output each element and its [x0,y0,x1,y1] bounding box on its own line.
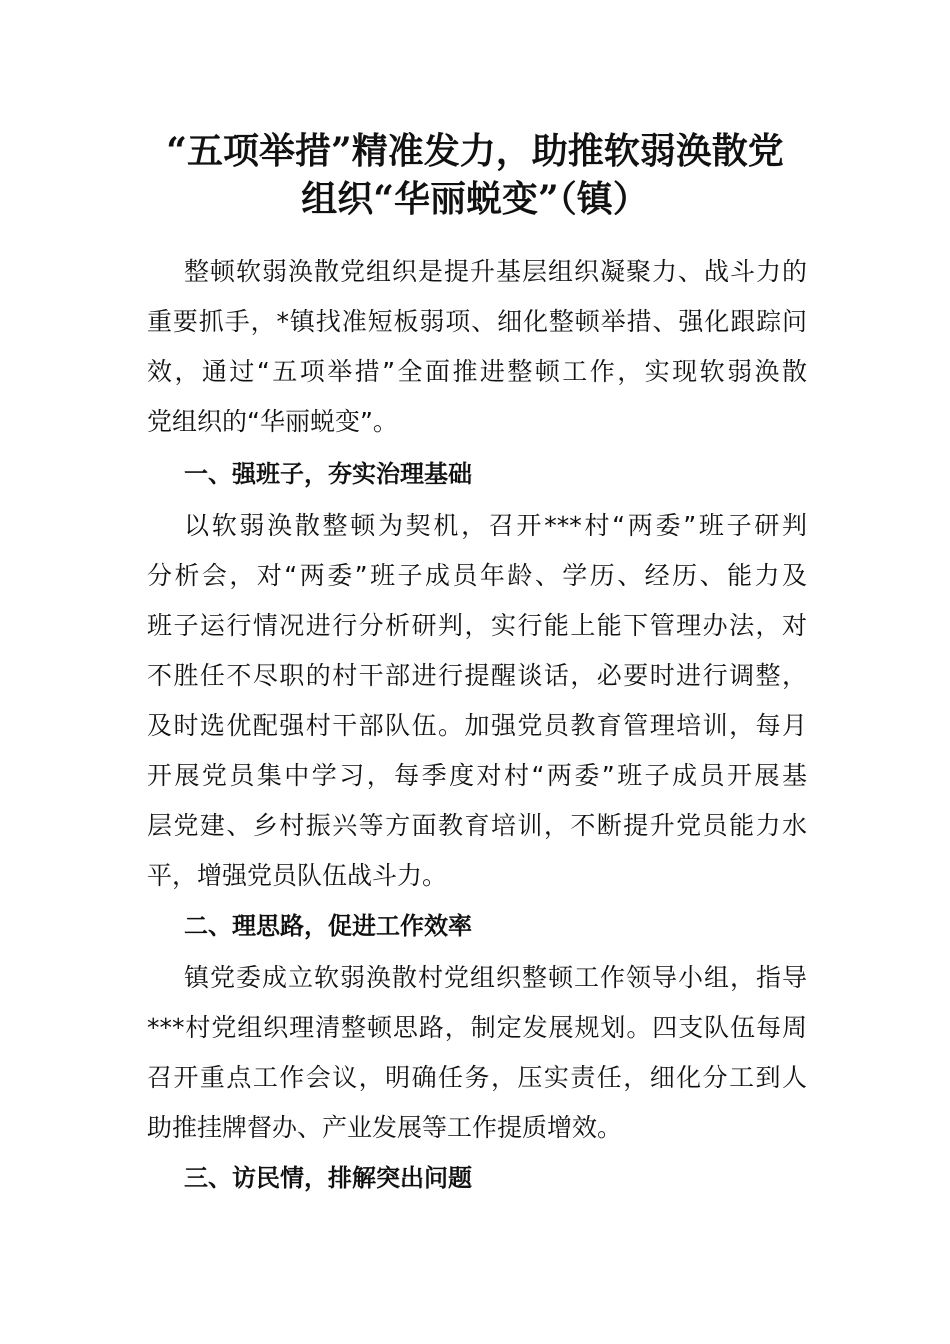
intro-line: 党组织的“华丽蜕变”。 [147,407,398,436]
section-heading: 一、强班子，夯实治理基础 [184,460,472,488]
paragraph-line: 平，增强党员队伍战斗力。 [147,861,448,890]
document-title-line-2: 组织“华丽蜕变”（镇） [301,178,649,220]
paragraph-line: 以软弱涣散整顿为契机，召开***村“两委”班子研判 [184,511,807,540]
paragraph-line: 助推挂牌督办、产业发展等工作提质增效。 [147,1113,623,1142]
paragraph-line: 开展党员集中学习，每季度对村“两委”班子成员开展基 [147,761,807,790]
paragraph-line: ***村党组织理清整顿思路，制定发展规划。四支队伍每周 [147,1013,807,1042]
intro-line: 整顿软弱涣散党组织是提升基层组织凝聚力、战斗力的 [184,257,807,286]
paragraph-line: 镇党委成立软弱涣散村党组织整顿工作领导小组，指导 [184,963,807,992]
section-heading: 二、理思路，促进工作效率 [184,912,472,940]
paragraph-line: 分析会，对“两委”班子成员年龄、学历、经历、能力及 [147,561,807,590]
paragraph-line: 层党建、乡村振兴等方面教育培训，不断提升党员能力水 [147,811,807,840]
intro-line: 效，通过“五项举措”全面推进整顿工作，实现软弱涣散 [147,357,807,386]
paragraph-line: 召开重点工作会议，明确任务，压实责任，细化分工到人 [147,1063,807,1092]
paragraph-line: 班子运行情况进行分析研判，实行能上能下管理办法，对 [147,611,807,640]
paragraph-line: 不胜任不尽职的村干部进行提醒谈话，必要时进行调整， [147,661,807,690]
intro-line: 重要抓手，*镇找准短板弱项、细化整顿举措、强化跟踪问 [147,307,807,336]
paragraph-line: 及时选优配强村干部队伍。加强党员教育管理培训，每月 [147,711,807,740]
section-heading: 三、访民情，排解突出问题 [184,1164,472,1192]
document-title-line-1: “五项举措”精准发力，助推软弱涣散党 [166,130,784,172]
